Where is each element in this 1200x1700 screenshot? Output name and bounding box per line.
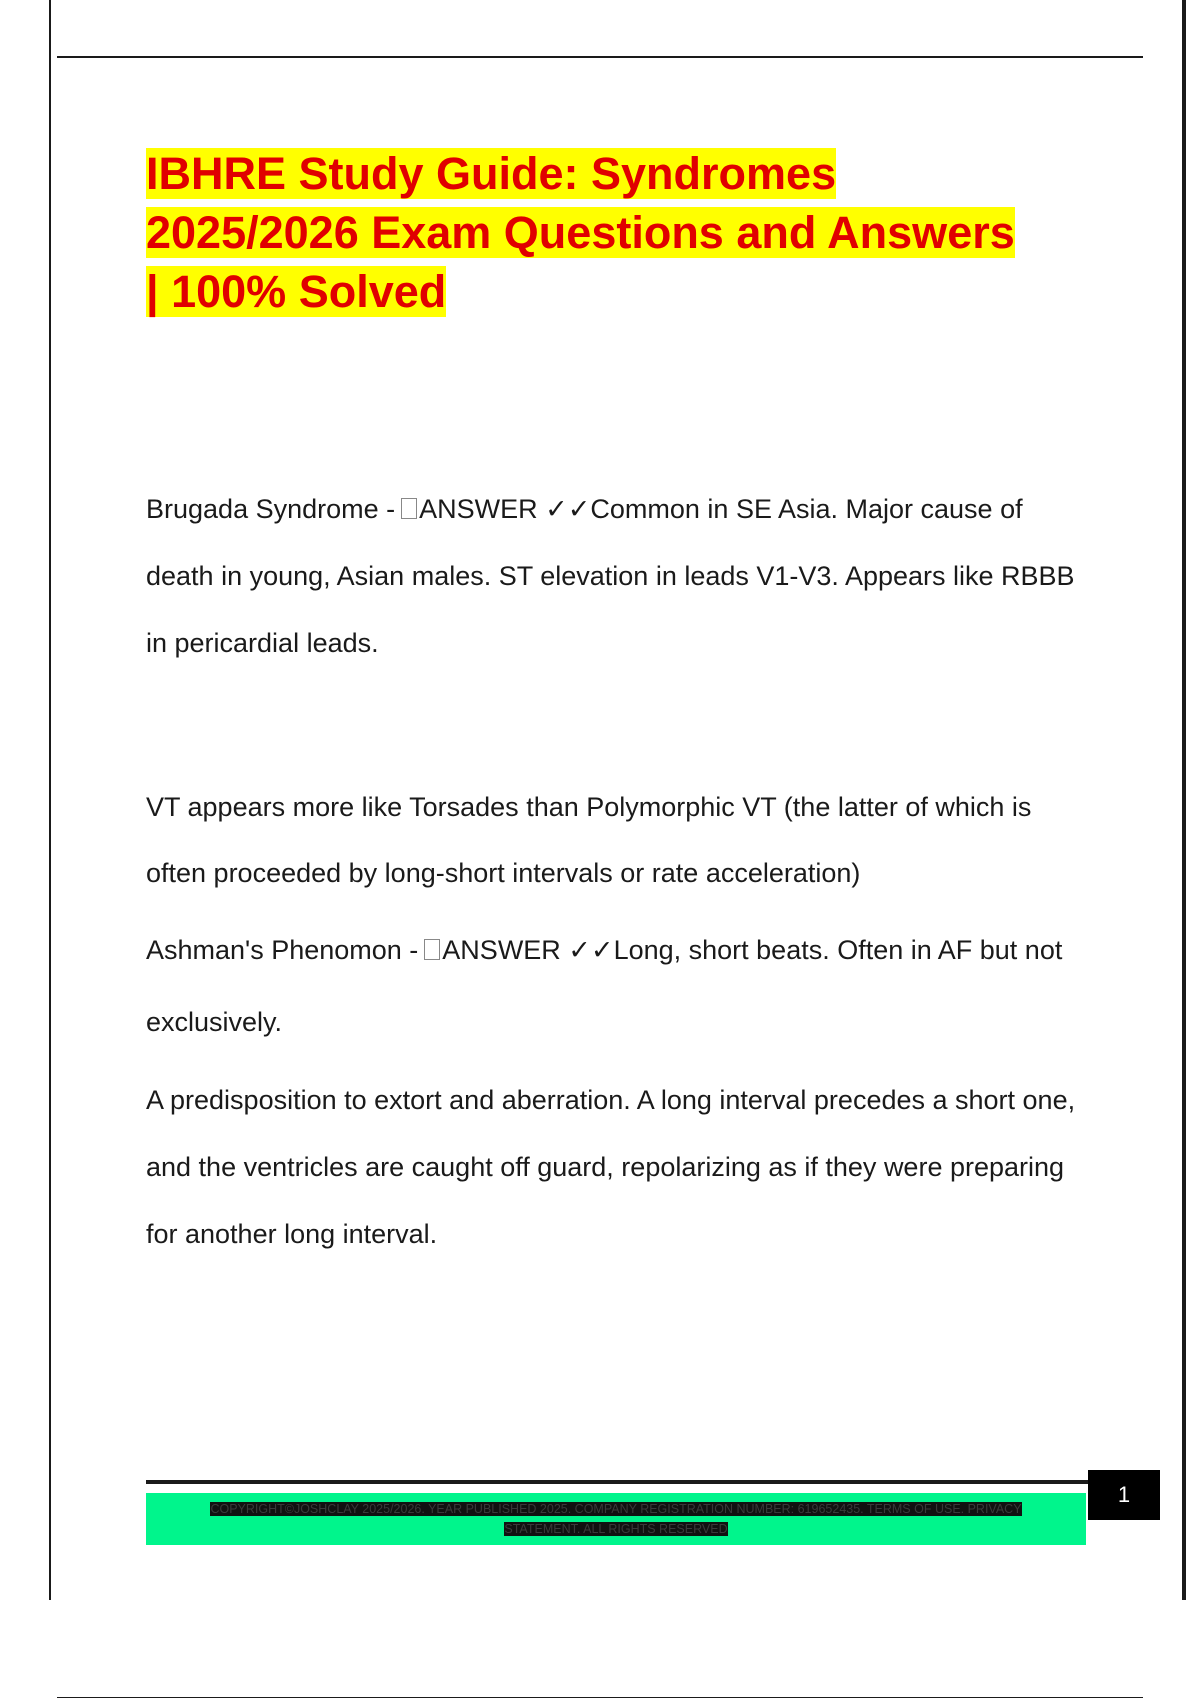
answer-label: ANSWER ✓✓ [442,935,614,965]
entry-text: VT appears more like Torsades than Polymorphic VT (the latter of which is often proceeded by long-short intervals or rate acceleration) [146,792,1032,888]
answer-label: ANSWER ✓✓ [419,494,591,524]
entry-ashman [146,914,1086,1058]
entry-text: A predisposition to extort and aberration. A long interval precedes a short one, and the ventricles are caught off guard, repolarizing as if they were preparing for another long interval. [146,1085,1076,1249]
entry-answer: Common in SE Asia. Major cause of death in young, Asian males. ST elevation in leads V1-V3. Appears like RBBB in pericardial leads. [146,494,1075,658]
entry-brugada [146,476,1086,677]
placeholder-box-icon [401,498,417,519]
copyright-footer [146,1493,1086,1545]
entry-aberration-note [146,1067,1086,1268]
entry-answer: Long, short beats. Often in AF but not exclusively. [146,935,1063,1037]
page-right-border [1182,0,1186,1600]
document-title [146,144,1086,321]
page-left-border [49,0,51,1600]
entry-term: Brugada Syndrome - [146,494,396,524]
entry-vt-note [146,774,1086,906]
entry-term: Ashman's Phenomon - [146,935,419,965]
title-line-1: IBHRE Study Guide: Syndromes [146,148,837,199]
footer-rule [146,1480,1088,1484]
copyright-line-2: STATEMENT. ALL RIGHTS RESERVED [504,1522,728,1536]
title-line-3: | 100% Solved [146,266,447,317]
copyright-line-1: COPYRIGHT©JOSHCLAY 2025/2026. YEAR PUBLISHED 2025. COMPANY REGISTRATION NUMBER: 619652435. TERMS OF USE. PRIVACY [210,1502,1022,1516]
header-rule [57,56,1143,58]
placeholder-box-icon [424,939,440,960]
page-number: 1 [1088,1470,1160,1520]
next-page-rule [57,1697,1143,1698]
title-line-2: 2025/2026 Exam Questions and Answers [146,207,1015,258]
